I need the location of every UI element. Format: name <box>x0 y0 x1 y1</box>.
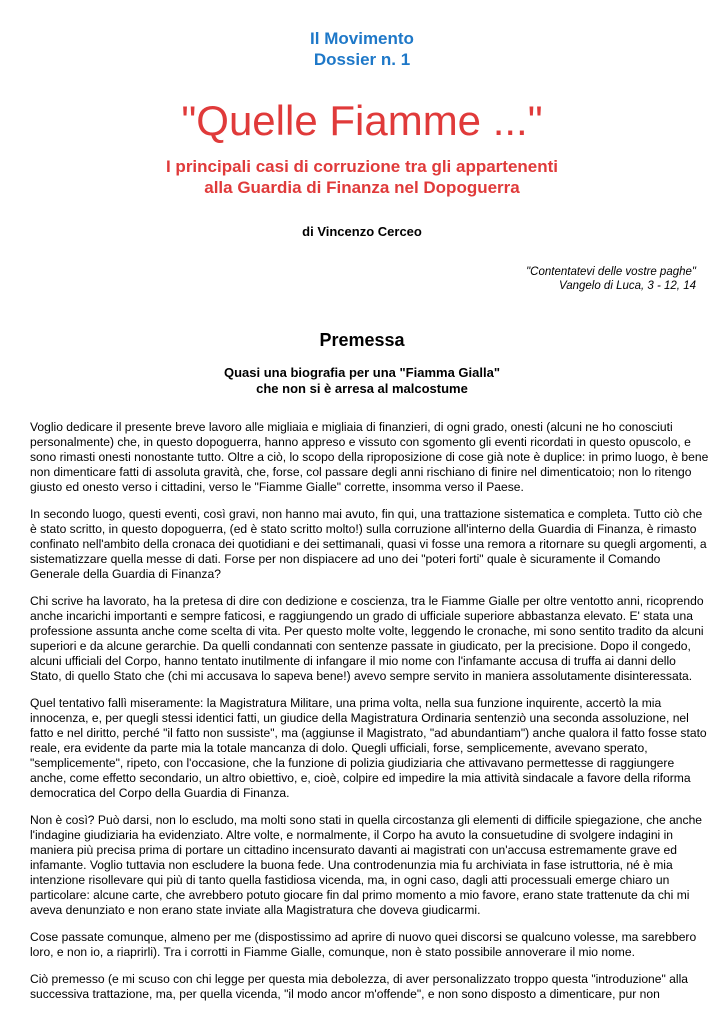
paragraph: In secondo luogo, questi eventi, così gravi, non hanno mai avuto, fin qui, una trattazione sistematica e completa. Tutto ciò che è stato scritto, in questo dopoguerra, (ed è stato scritto molto!) sulla corruzione all'interno della Guardia di Finanza, è rimasto confinato nell'ambito della cronaca dei quotidiani e dei settimanali, quasi vi fosse una remora a ritornare su quegli argomenti, a sistematizzare quella messe di dati. Forse per non dispiacere ad uno dei "poteri forti" quale è sicuramente il Comando Generale della Guardia di Finanza? <box>30 507 707 581</box>
epigraph-source: Vangelo di Luca, 3 - 12, 14 <box>558 280 696 292</box>
document-subtitle <box>0 156 724 198</box>
section-subheading <box>0 365 724 397</box>
subheading-line-2: che non si è arresa al malcostume <box>256 381 468 396</box>
subtitle-line-1: I principali casi di corruzione tra gli appartenenti <box>165 157 559 176</box>
paragraph: Chi scrive ha lavorato, ha la pretesa di dire con dedizione e coscienza, tra le Fiamme Gialle per oltre ventotto anni, ricoprendo anche incarichi importanti e sempre faticosi, e raggiungendo un grado di ufficiale superiore abbastanza elevato. E' stata una professione assunta anche come scelta di vita. Per questo molte volte, leggendo le cronache, mi sono sentito tradito da alcuni superiori e da alcune gerarchie. Da quelli condannati con sentenze passate in giudicato, per la precisione. Dopo il congedo, alcuni ufficiali del Corpo, hanno tentato inutilmente di infangare il mio nome con l'infamante accusa di truffa ai danni dello Stato, di quello Stato che (chi mi accusava lo sapeva bene!) avevo sempre servito in maniera assolutamente disinteressata. <box>30 594 704 683</box>
subheading-line-1: Quasi una biografia per una "Fiamma Gialla" <box>223 365 500 380</box>
author-byline: di Vincenzo Cerceo <box>302 224 422 239</box>
paragraph: Ciò premesso (e mi scuso con chi legge per questa mia debolezza, di aver personalizzato troppo questa "introduzione" alla successiva trattazione, ma, per quella vicenda, "il modo ancor m'offende", e non sono disposto a dimenticare, pur non <box>30 972 688 1001</box>
paragraph: Cose passate comunque, almeno per me (dispostissimo ad aprire di nuovo quei discorsi se qualcuno volesse, ma sarebbero loro, e non io, a riaprirli). Tra i corrotti in Fiamme Gialle, comunque, non è stato possibile annoverare il mio nome. <box>30 930 697 959</box>
section-heading: Premessa <box>319 330 405 350</box>
subtitle-line-2: alla Guardia di Finanza nel Dopoguerra <box>204 178 520 197</box>
paragraph: Voglio dedicare il presente breve lavoro alle migliaia e migliaia di finanzieri, di ogni grado, onesti (alcuni ne ho conosciuti personalmente) che, in questo dopoguerra, hanno appreso e vissuto con sgomento gli eventi ricordati in questo opuscolo, e sono rimasti onesti nonostante tutto. Oltre a ciò, lo scopo della riproposizione di cose già note è duplice: in primo luogo, è bene non dimenticare fatti di assoluta gravità, che, forse, col passare degli anni rischiano di finire nel dimenticatoio; non lo ritengo giusto ed onesto verso i cittadini, verso le "Fiamme Gialle" corrette, insomma verso il Paese. <box>30 420 709 494</box>
paragraph: Quel tentativo fallì miseramente: la Magistratura Militare, una prima volta, nella sua funzione inquirente, accertò la mia innocenza, e, per quegli stessi identici fatti, un giudice della Magistratura Ordinaria sentenziò una seconda assoluzione, nel fatto e nel diritto, perché "il fatto non sussiste", ma (aggiunse il Magistrato, "ad abundantiam") anche qualora il fatto fosse stato reale, era evidente da parte mia la totale mancanza di dolo. Quegli ufficiali, forse, semplicemente, avevano sperato, "semplicemente", ripeto, con l'occasione, che la funzione di polizia giudiziaria che attivavano permettesse di raggiungere anche, come effetto secondario, un altro obiettivo, e, cioè, colpire ed impedire la mia attività sindacale a favore della riforma democratica del Corpo della Guardia di Finanza. <box>30 696 707 800</box>
epigraph-quote: "Contentatevi delle vostre paghe" <box>526 266 696 278</box>
paragraph: Non è così? Può darsi, non lo escludo, ma molti sono stati in quella circostanza gli elementi di difficile spiegazione, che anche l'indagine giudiziaria ha evidenziato. Altre volte, e normalmente, il Corpo ha avuto la consuetudine di svolgere indagini in maniera più precisa prima di portare un cittadino incensurato davanti ai magistrati con un'accusa estremamente grave ed infamante. Voglio tuttavia non escludere la buona fede. Una controdenunzia mia fu archiviata in fase istruttoria, né è mia intenzione risollevare qui più di tanto quella fastidiosa vicenda, ma, in ogni caso, dagli atti processuali emerge chiaro un particolare: alcune carte, che avrebbero potuto giocare fin dal primo momento a mio favore, erano state trattenute da chi mi aveva denunziato e non erano state inviate alla Magistratura che doveva giudicarmi. <box>30 813 703 917</box>
series-label <box>0 28 724 70</box>
series-line-1: Il Movimento <box>310 29 414 48</box>
series-line-2: Dossier n. 1 <box>313 50 411 69</box>
epigraph <box>526 265 696 293</box>
document-title: "Quelle Fiamme ..." <box>181 97 543 144</box>
body-text <box>30 420 710 1014</box>
